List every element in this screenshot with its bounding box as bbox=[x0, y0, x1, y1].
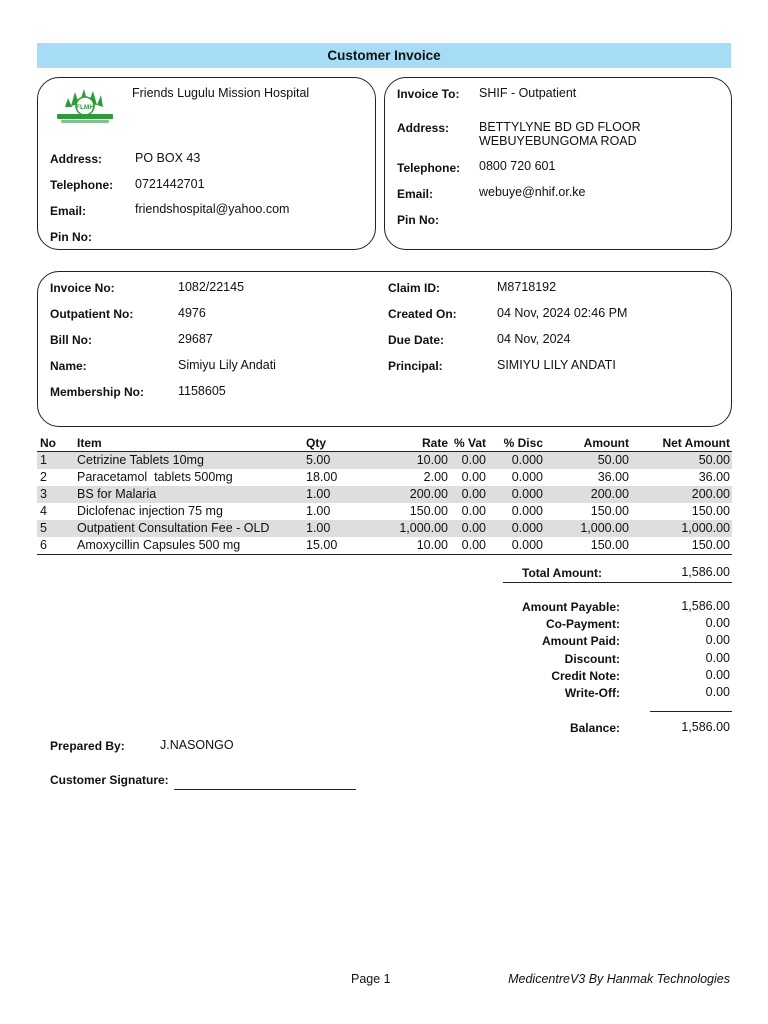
patient-name: Simiyu Lily Andati bbox=[178, 358, 276, 372]
credit-note: 0.00 bbox=[705, 668, 730, 682]
row-vat: 0.00 bbox=[450, 486, 488, 503]
hospital-telephone: 0721442701 bbox=[135, 177, 205, 191]
row-item: Paracetamol tablets 500mg bbox=[77, 470, 233, 484]
col-rate: Rate bbox=[370, 434, 450, 452]
membership-no: 1158605 bbox=[178, 384, 226, 398]
bill-no-label: Bill No: bbox=[50, 333, 92, 347]
invoice-to-label: Invoice To: bbox=[397, 87, 460, 101]
row-rate: 10.00 bbox=[370, 537, 450, 555]
row-vat: 0.00 bbox=[461, 504, 486, 518]
customer-signature-label: Customer Signature: bbox=[50, 773, 169, 787]
invoice-to-email-label: Email: bbox=[397, 187, 434, 201]
total-amount-label: Total Amount: bbox=[522, 566, 602, 580]
invoice-to-name: SHIF - Outpatient bbox=[479, 86, 577, 100]
prepared-by: J.NASONGO bbox=[160, 738, 234, 752]
row-qty: 1.00 bbox=[306, 504, 331, 518]
row-rate: 150.00 bbox=[409, 504, 448, 518]
row-no: 3 bbox=[37, 486, 74, 503]
row-qty: 15.00 bbox=[303, 537, 370, 555]
row-no: 5 bbox=[37, 520, 74, 537]
balance-overline bbox=[650, 711, 732, 712]
row-net: 150.00 bbox=[631, 537, 732, 555]
invoice-to-pin-label: Pin No: bbox=[397, 213, 439, 227]
claim-id: M8718192 bbox=[497, 280, 557, 294]
col-qty: Qty bbox=[303, 434, 370, 452]
row-disc: 0.000 bbox=[511, 504, 543, 518]
table-row bbox=[37, 469, 732, 486]
row-item: Outpatient Consultation Fee - OLD bbox=[74, 520, 303, 537]
principal-label: Principal: bbox=[388, 359, 443, 373]
invoice-to-email: webuye@nhif.or.ke bbox=[479, 185, 586, 199]
row-rate: 1,000.00 bbox=[370, 520, 450, 537]
row-disc: 0.000 bbox=[488, 520, 545, 537]
row-vat: 0.00 bbox=[461, 470, 486, 484]
principal: SIMIYU LILY ANDATI bbox=[497, 358, 616, 372]
invoice-no: 1082/22145 bbox=[178, 280, 245, 294]
table-row bbox=[37, 503, 732, 520]
invoice-to-telephone-label: Telephone: bbox=[397, 161, 461, 175]
row-net: 1,000.00 bbox=[631, 520, 732, 537]
invoice-title: Customer Invoice bbox=[37, 43, 731, 68]
row-amount: 150.00 bbox=[545, 537, 631, 555]
invoice-to-telephone: 0800 720 601 bbox=[479, 159, 556, 173]
col-no: No bbox=[37, 434, 74, 452]
amount-payable: 1,586.00 bbox=[681, 599, 730, 613]
row-amount: 200.00 bbox=[545, 486, 631, 503]
balance-label: Balance: bbox=[569, 721, 620, 735]
row-vat: 0.00 bbox=[450, 520, 488, 537]
write-off: 0.00 bbox=[705, 685, 730, 699]
amount-payable-label: Amount Payable: bbox=[521, 600, 620, 614]
row-amount: 1,000.00 bbox=[545, 520, 631, 537]
row-disc: 0.000 bbox=[511, 470, 543, 484]
row-no: 6 bbox=[37, 537, 74, 555]
row-item: Diclofenac injection 75 mg bbox=[77, 504, 223, 518]
items-table bbox=[37, 434, 732, 555]
col-vat: % Vat bbox=[450, 434, 488, 452]
invoice-to-address-line1: BETTYLYNE BD GD FLOOR bbox=[479, 120, 641, 134]
row-net: 50.00 bbox=[631, 452, 732, 470]
row-net: 36.00 bbox=[698, 470, 730, 484]
membership-no-label: Membership No: bbox=[50, 385, 145, 399]
row-disc: 0.000 bbox=[488, 537, 545, 555]
row-item: BS for Malaria bbox=[74, 486, 303, 503]
write-off-label: Write-Off: bbox=[564, 686, 620, 700]
row-item: Amoxycillin Capsules 500 mg bbox=[74, 537, 303, 555]
row-amount: 50.00 bbox=[545, 452, 631, 470]
logo-text: FLMH bbox=[75, 104, 95, 111]
table-header-row bbox=[37, 434, 732, 452]
row-qty: 1.00 bbox=[303, 520, 370, 537]
invoice-details-box bbox=[37, 271, 732, 427]
invoice-no-label: Invoice No: bbox=[50, 281, 115, 295]
row-rate: 10.00 bbox=[370, 452, 450, 470]
hospital-address: PO BOX 43 bbox=[135, 151, 201, 165]
invoice-to-address-label: Address: bbox=[397, 121, 450, 135]
hospital-email-label: Email: bbox=[50, 204, 87, 218]
hospital-logo bbox=[57, 86, 113, 128]
row-net: 150.00 bbox=[691, 504, 730, 518]
row-amount: 150.00 bbox=[590, 504, 629, 518]
row-qty: 1.00 bbox=[303, 486, 370, 503]
col-item: Item bbox=[74, 434, 303, 452]
discount: 0.00 bbox=[705, 651, 730, 665]
created-on: 04 Nov, 2024 02:46 PM bbox=[497, 306, 628, 320]
row-vat: 0.00 bbox=[450, 452, 488, 470]
credit-note-label: Credit Note: bbox=[551, 669, 620, 683]
row-disc: 0.000 bbox=[488, 452, 545, 470]
col-amount: Amount bbox=[545, 434, 631, 452]
hospital-address-label: Address: bbox=[50, 152, 103, 166]
total-underline bbox=[503, 582, 732, 583]
created-on-label: Created On: bbox=[388, 307, 457, 321]
discount-label: Discount: bbox=[564, 652, 620, 666]
table-row bbox=[37, 452, 732, 470]
page-number: Page 1 bbox=[351, 972, 391, 986]
outpatient-no: 4976 bbox=[178, 306, 206, 320]
amount-paid-label: Amount Paid: bbox=[542, 634, 620, 648]
prepared-by-label: Prepared By: bbox=[50, 739, 125, 753]
hospital-pin-label: Pin No: bbox=[50, 230, 92, 244]
table-row bbox=[37, 520, 732, 537]
row-qty: 5.00 bbox=[303, 452, 370, 470]
due-date-label: Due Date: bbox=[388, 333, 445, 347]
hospital-telephone-label: Telephone: bbox=[50, 178, 114, 192]
row-qty: 18.00 bbox=[306, 470, 338, 484]
outpatient-no-label: Outpatient No: bbox=[50, 307, 134, 321]
hospital-email: friendshospital@yahoo.com bbox=[135, 202, 290, 216]
hospital-name: Friends Lugulu Mission Hospital bbox=[132, 86, 310, 100]
due-date: 04 Nov, 2024 bbox=[497, 332, 571, 346]
table-row bbox=[37, 486, 732, 503]
col-disc: % Disc bbox=[488, 434, 545, 452]
total-amount: 1,586.00 bbox=[681, 565, 730, 579]
row-rate: 2.00 bbox=[423, 470, 448, 484]
co-payment-label: Co-Payment: bbox=[545, 617, 620, 631]
co-payment: 0.00 bbox=[705, 616, 730, 630]
amount-paid: 0.00 bbox=[705, 633, 730, 647]
claim-id-label: Claim ID: bbox=[388, 281, 441, 295]
footer-credit: MedicentreV3 By Hanmak Technologies bbox=[508, 972, 730, 986]
patient-name-label: Name: bbox=[50, 359, 87, 373]
row-no: 4 bbox=[40, 504, 47, 518]
row-rate: 200.00 bbox=[370, 486, 450, 503]
invoice-to-address-line2: WEBUYEBUNGOMA ROAD bbox=[479, 134, 637, 148]
row-vat: 0.00 bbox=[450, 537, 488, 555]
col-net-amount: Net Amount bbox=[631, 434, 732, 452]
row-item: Cetrizine Tablets 10mg bbox=[74, 452, 303, 470]
balance: 1,586.00 bbox=[681, 720, 730, 734]
signature-line bbox=[174, 789, 356, 790]
table-row bbox=[37, 537, 732, 555]
row-no: 2 bbox=[40, 470, 47, 484]
row-net: 200.00 bbox=[631, 486, 732, 503]
row-no: 1 bbox=[37, 452, 74, 470]
row-disc: 0.000 bbox=[488, 486, 545, 503]
row-amount: 36.00 bbox=[597, 470, 629, 484]
bill-no: 29687 bbox=[178, 332, 213, 346]
